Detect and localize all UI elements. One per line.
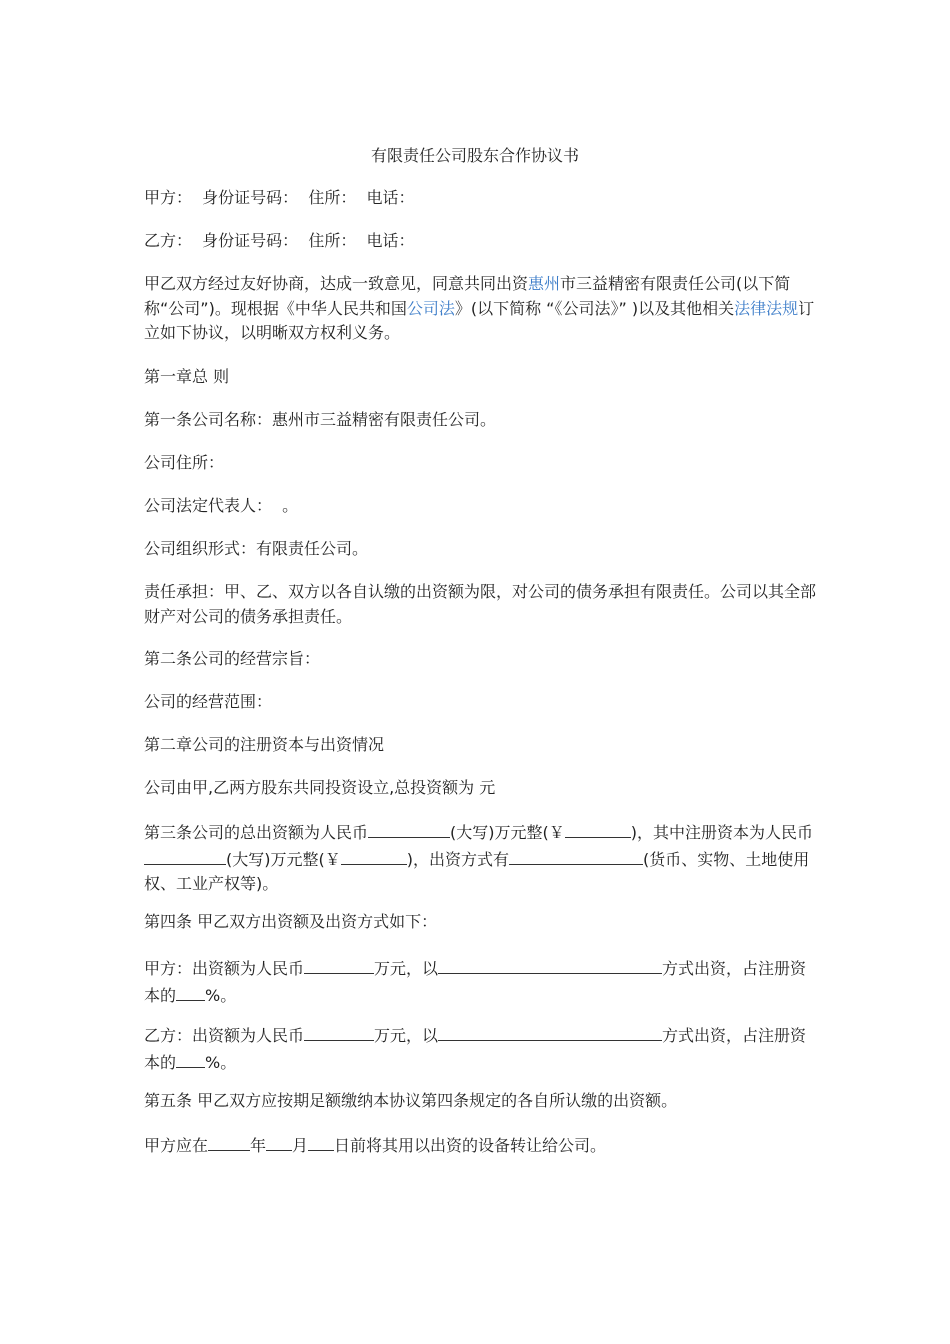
party-a-contribution-text-4: %。 xyxy=(205,985,237,1005)
article-3-text-3: )，其中注册资本为人民币 xyxy=(630,823,813,842)
blank-total-amount[interactable] xyxy=(368,819,450,838)
intro-text-4: 订立如下协议，以明晰双方权利义务。 xyxy=(144,298,815,342)
article-3-text-6: (货币、实物、土地使用权、工业产权等)。 xyxy=(144,849,810,893)
article-3 xyxy=(144,819,816,897)
blank-transfer-day[interactable] xyxy=(308,1132,334,1151)
transfer-text-1: 甲方应在 xyxy=(144,1136,209,1155)
blank-registered-capital[interactable] xyxy=(144,846,226,865)
blank-registered-capital-figure[interactable] xyxy=(341,846,407,865)
blank-party-b-amount[interactable] xyxy=(304,1022,374,1041)
party-b-contribution xyxy=(144,1022,816,1075)
party-a-line: 甲方： 身份证号码： 住所： 电话： xyxy=(144,188,415,207)
link-company-law[interactable]: 公司法 xyxy=(406,298,455,318)
chapter-2-heading: 第二章公司的注册资本与出资情况 xyxy=(144,735,385,754)
company-address: 公司住所： xyxy=(144,453,225,472)
liability-paragraph: 责任承担：甲、乙、双方以各自认缴的出资额为限，对公司的债务承担有限责任。公司以其全部财产对公司的债务承担责任。 xyxy=(144,582,817,626)
blank-party-a-amount[interactable] xyxy=(304,955,374,974)
article-3-text-2: (大写)万元整(￥ xyxy=(450,823,565,842)
intro-text-3: 》(以下简称 “《公司法》” )以及其他相关 xyxy=(454,298,735,318)
party-b-contribution-text-4: %。 xyxy=(205,1052,237,1072)
article-4: 第四条 甲乙双方出资额及出资方式如下： xyxy=(144,912,438,931)
blank-party-b-percent[interactable] xyxy=(176,1049,205,1068)
blank-transfer-month[interactable] xyxy=(266,1132,292,1151)
blank-transfer-year[interactable] xyxy=(208,1132,250,1151)
transfer-text-2: 年 xyxy=(250,1136,267,1155)
blank-party-a-method[interactable] xyxy=(438,955,662,974)
blank-party-a-percent[interactable] xyxy=(176,982,205,1001)
article-3-text-1: 第三条公司的总出资额为人民币 xyxy=(144,823,369,842)
party-a-contribution-text-3: 方式出资，占注册资本的 xyxy=(144,959,807,1005)
article-2: 第二条公司的经营宗旨： xyxy=(144,649,321,668)
link-laws-regulations[interactable]: 法律法规 xyxy=(734,298,799,318)
transfer-text-3: 月 xyxy=(292,1136,309,1155)
intro-text-2: 市三益精密有限责任公司(以下简称“公司”)。现根据《中华人民共和国 xyxy=(144,274,791,318)
organization-form: 公司组织形式：有限责任公司。 xyxy=(144,539,369,558)
legal-representative: 公司法定代表人： 。 xyxy=(144,496,299,515)
party-a-contribution-text-2: 万元，以 xyxy=(374,959,439,978)
party-b-line: 乙方： 身份证号码： 住所： 电话： xyxy=(144,231,415,250)
party-b-contribution-text-1: 乙方：出资额为人民币 xyxy=(144,1026,305,1045)
party-a-contribution xyxy=(144,955,816,1008)
article-3-text-4: (大写)万元整(￥ xyxy=(226,849,341,869)
document-title: 有限责任公司股东合作协议书 xyxy=(370,146,579,165)
blank-contribution-methods[interactable] xyxy=(509,846,643,865)
total-investment: 公司由甲,乙两方股东共同投资设立,总投资额为 元 xyxy=(144,778,496,797)
article-3-text-5: )，出资方式有 xyxy=(406,849,509,869)
article-1: 第一条公司名称：惠州市三益精密有限责任公司。 xyxy=(144,410,497,429)
chapter-1-heading: 第一章总 则 xyxy=(144,367,230,386)
transfer-text-4: 日前将其用以出资的设备转让给公司。 xyxy=(334,1136,607,1155)
business-scope: 公司的经营范围： xyxy=(144,692,273,711)
article-5: 第五条 甲乙双方应按期足额缴纳本协议第四条规定的各自所认缴的出资额。 xyxy=(144,1091,678,1110)
link-huizhou[interactable]: 惠州 xyxy=(528,274,561,293)
intro-paragraph xyxy=(144,272,816,346)
blank-party-b-method[interactable] xyxy=(438,1022,662,1041)
equipment-transfer xyxy=(144,1132,816,1159)
party-b-contribution-text-2: 万元，以 xyxy=(374,1026,439,1045)
party-a-contribution-text-1: 甲方：出资额为人民币 xyxy=(144,959,305,978)
blank-total-amount-figure[interactable] xyxy=(565,819,631,838)
party-b-contribution-text-3: 方式出资，占注册资本的 xyxy=(144,1026,807,1072)
intro-text-1: 甲乙双方经过友好协商，达成一致意见，同意共同出资 xyxy=(144,274,529,293)
